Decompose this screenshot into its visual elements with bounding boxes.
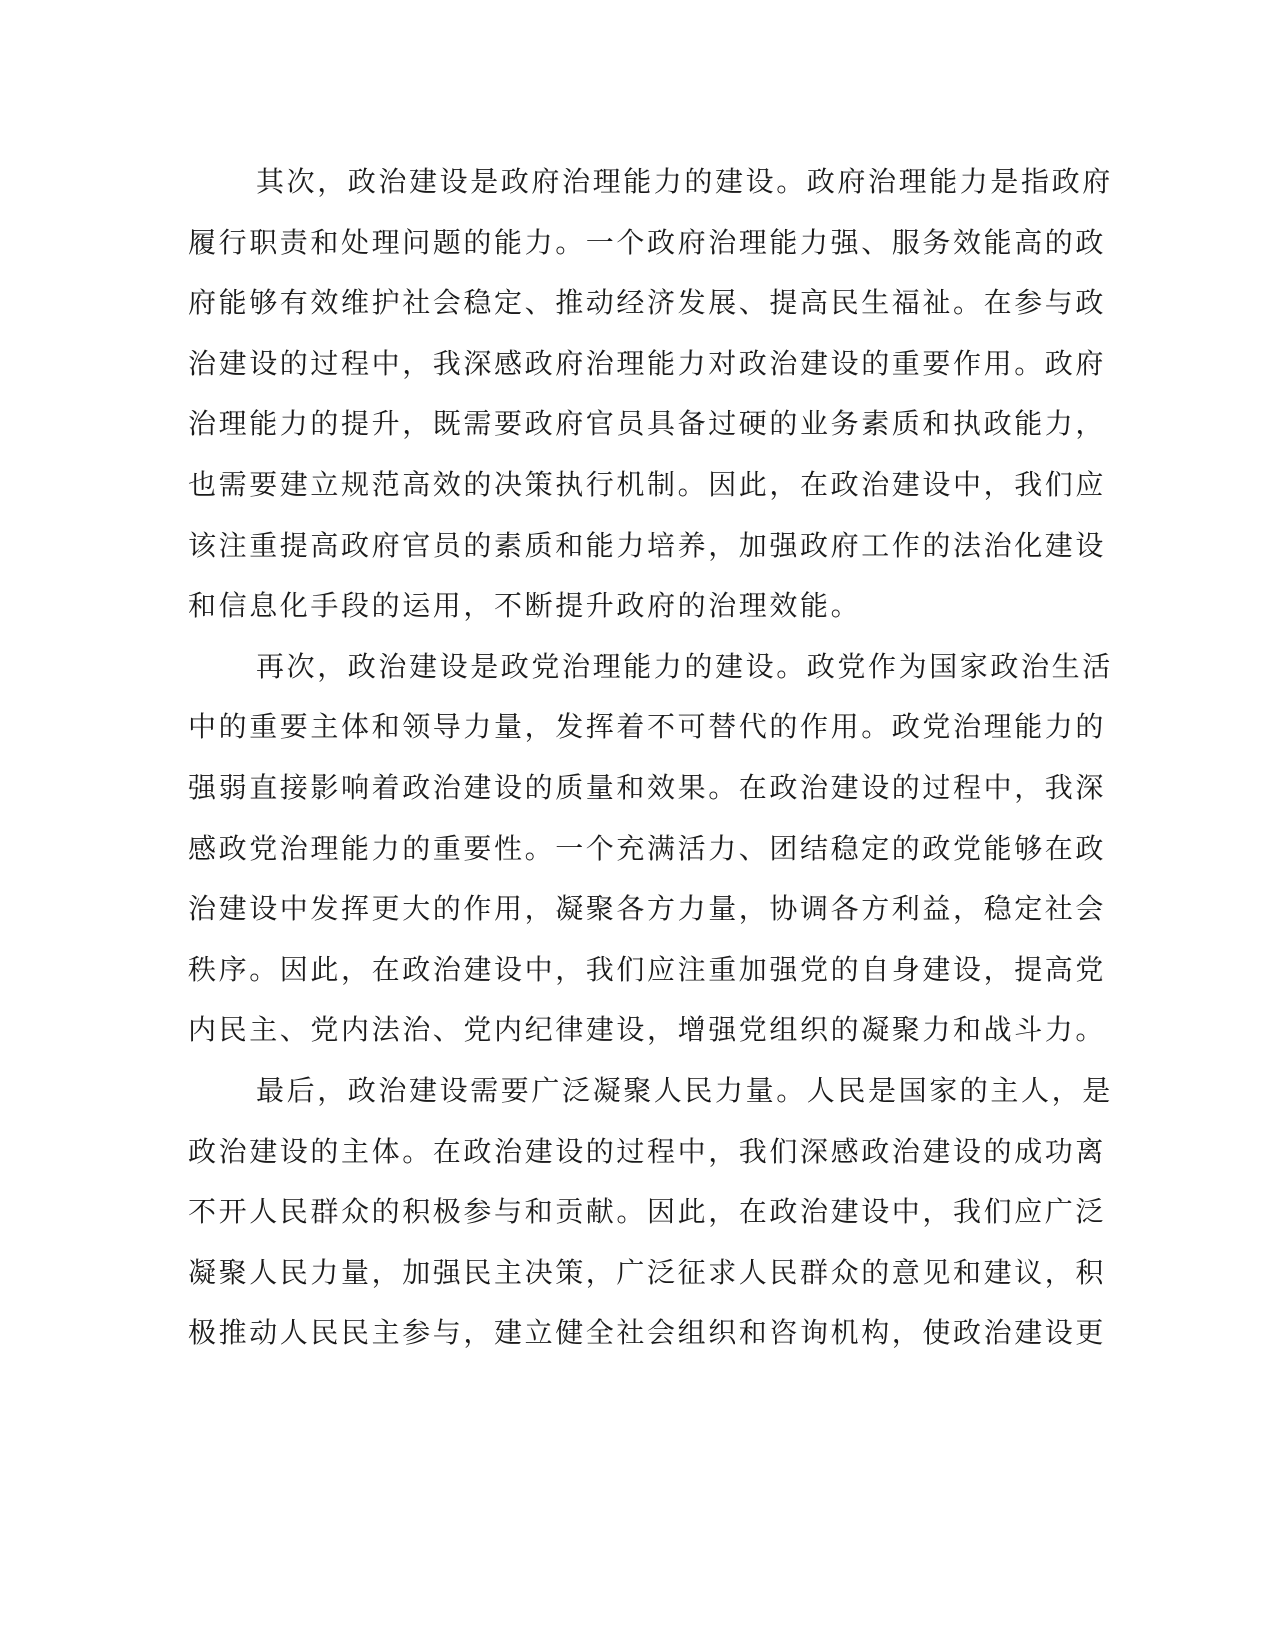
paragraph-line: 中的重要主体和领导力量，发挥着不可替代的作用。政党治理能力的 xyxy=(188,710,1107,744)
paragraph-line: 治建设中发挥更大的作用，凝聚各方力量，协调各方利益，稳定社会 xyxy=(188,892,1107,926)
paragraph-line: 内民主、党内法治、党内纪律建设，增强党组织的凝聚力和战斗力。 xyxy=(188,1013,1107,1047)
paragraph-line: 和信息化手段的运用，不断提升政府的治理效能。 xyxy=(188,589,862,623)
paragraph-line: 再次，政治建设是政党治理能力的建设。政党作为国家政治生活 xyxy=(256,649,1113,683)
paragraph-line: 不开人民群众的积极参与和贡献。因此，在政治建设中，我们应广泛 xyxy=(188,1195,1107,1229)
paragraph-line: 其次，政治建设是政府治理能力的建设。政府治理能力是指政府 xyxy=(256,165,1113,198)
paragraph-line: 府能够有效维护社会稳定、推动经济发展、提高民生福祉。在参与政 xyxy=(188,286,1107,320)
paragraph-line: 履行职责和处理问题的能力。一个政府治理能力强、服务效能高的政 xyxy=(188,225,1107,259)
paragraph-line: 政治建设的主体。在政治建设的过程中，我们深感政治建设的成功离 xyxy=(188,1134,1107,1168)
paragraph-people-strength xyxy=(188,1061,1113,1364)
document-body xyxy=(188,152,1113,1364)
paragraph-line: 极推动人民民主参与，建立健全社会组织和咨询机构，使政治建设更 xyxy=(188,1316,1107,1350)
paragraph-line: 也需要建立规范高效的决策执行机制。因此，在政治建设中，我们应 xyxy=(188,467,1107,501)
paragraph-government-governance xyxy=(188,152,1113,637)
paragraph-line: 凝聚人民力量，加强民主决策，广泛征求人民群众的意见和建议，积 xyxy=(188,1255,1107,1289)
paragraph-line: 该注重提高政府官员的素质和能力培养，加强政府工作的法治化建设 xyxy=(188,528,1107,562)
paragraph-line: 秩序。因此，在政治建设中，我们应注重加强党的自身建设，提高党 xyxy=(188,952,1107,986)
paragraph-line: 强弱直接影响着政治建设的质量和效果。在政治建设的过程中，我深 xyxy=(188,770,1107,804)
paragraph-line: 治理能力的提升，既需要政府官员具备过硬的业务素质和执政能力， xyxy=(188,407,1107,441)
paragraph-line: 感政党治理能力的重要性。一个充满活力、团结稳定的政党能够在政 xyxy=(188,831,1107,865)
paragraph-party-governance xyxy=(188,637,1113,1061)
paragraph-line: 最后，政治建设需要广泛凝聚人民力量。人民是国家的主人，是 xyxy=(256,1073,1113,1107)
paragraph-line: 治建设的过程中，我深感政府治理能力对政治建设的重要作用。政府 xyxy=(188,346,1107,380)
